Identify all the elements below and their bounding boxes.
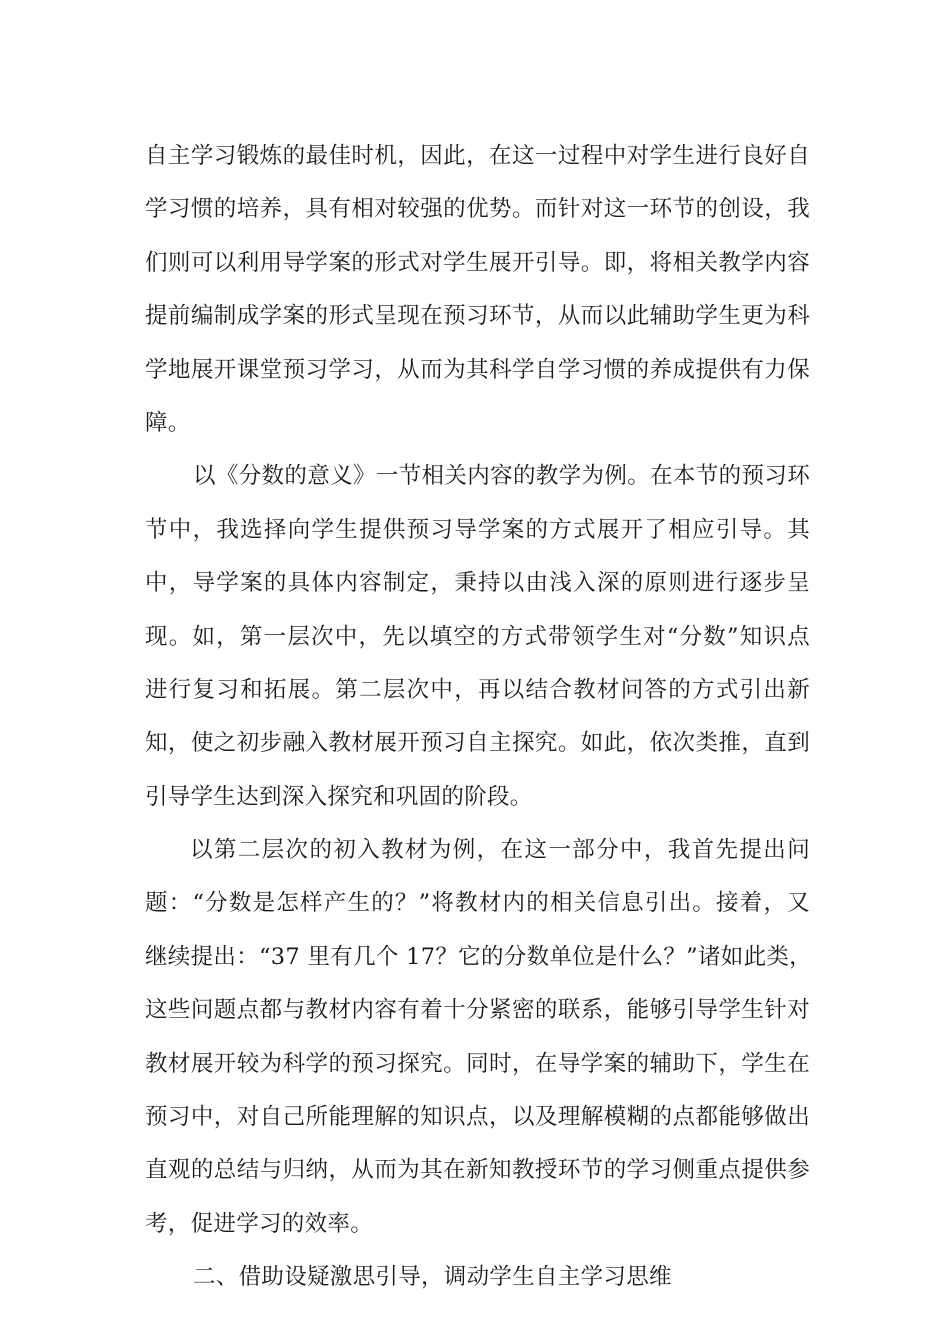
text-line: 继续提出：“37 里有几个 17？它的分数单位是什么？”诸如此类， — [145, 943, 812, 970]
text-line: 以《分数的意义》一节相关内容的教学为例。在本节的预习环 — [193, 463, 810, 490]
text-line: 障。 — [145, 409, 191, 436]
text-line: 提前编制成学案的形式呈现在预习环节，从而以此辅助学生更为科 — [145, 303, 810, 330]
text-line: 自主学习锻炼的最佳时机，因此，在这一过程中对学生进行良好自 — [145, 143, 810, 169]
section-heading: 二、借助设疑激思引导，调动学生自主学习思维 — [193, 1264, 672, 1291]
text-line: 进行复习和拓展。第二层次中，再以结合教材问答的方式引出新 — [145, 676, 810, 703]
text-line: 教材展开较为科学的预习探究。同时，在导学案的辅助下，学生在 — [145, 1050, 810, 1077]
text-line: 学地展开课堂预习学习，从而为其科学自学习惯的养成提供有力保 — [145, 356, 810, 383]
text-line: 们则可以利用导学案的形式对学生展开引导。即，将相关教学内容 — [145, 249, 810, 276]
text-line: 知，使之初步融入教材展开预习自主探究。如此，依次类推，直到 — [145, 730, 810, 757]
text-line: 节中，我选择向学生提供预习导学案的方式展开了相应引导。其 — [145, 516, 810, 543]
text-line: 中，导学案的具体内容制定，秉持以由浅入深的原则进行逐步呈 — [145, 570, 810, 597]
text-line: 直观的总结与归纳，从而为其在新知教授环节的学习侧重点提供参 — [145, 1157, 810, 1184]
text-line: 这些问题点都与教材内容有着十分紧密的联系，能够引导学生针对 — [145, 997, 810, 1024]
text-line: 考，促进学习的效率。 — [145, 1210, 374, 1237]
text-line: 引导学生达到深入探究和巩固的阶段。 — [145, 783, 533, 810]
text-line: 学习惯的培养，具有相对较强的优势。而针对这一环节的创设，我 — [145, 196, 810, 223]
text-line: 题：“分数是怎样产生的？”将教材内的相关信息引出。接着，又 — [145, 890, 810, 917]
body-text — [145, 130, 810, 1305]
text-line: 现。如，第一层次中，先以填空的方式带领学生对“分数”知识点 — [145, 623, 810, 650]
text-line: 预习中，对自己所能理解的知识点，以及理解模糊的点都能够做出 — [145, 1104, 810, 1131]
text-line: 以第二层次的初入教材为例，在这一部分中，我首先提出问 — [190, 837, 810, 864]
